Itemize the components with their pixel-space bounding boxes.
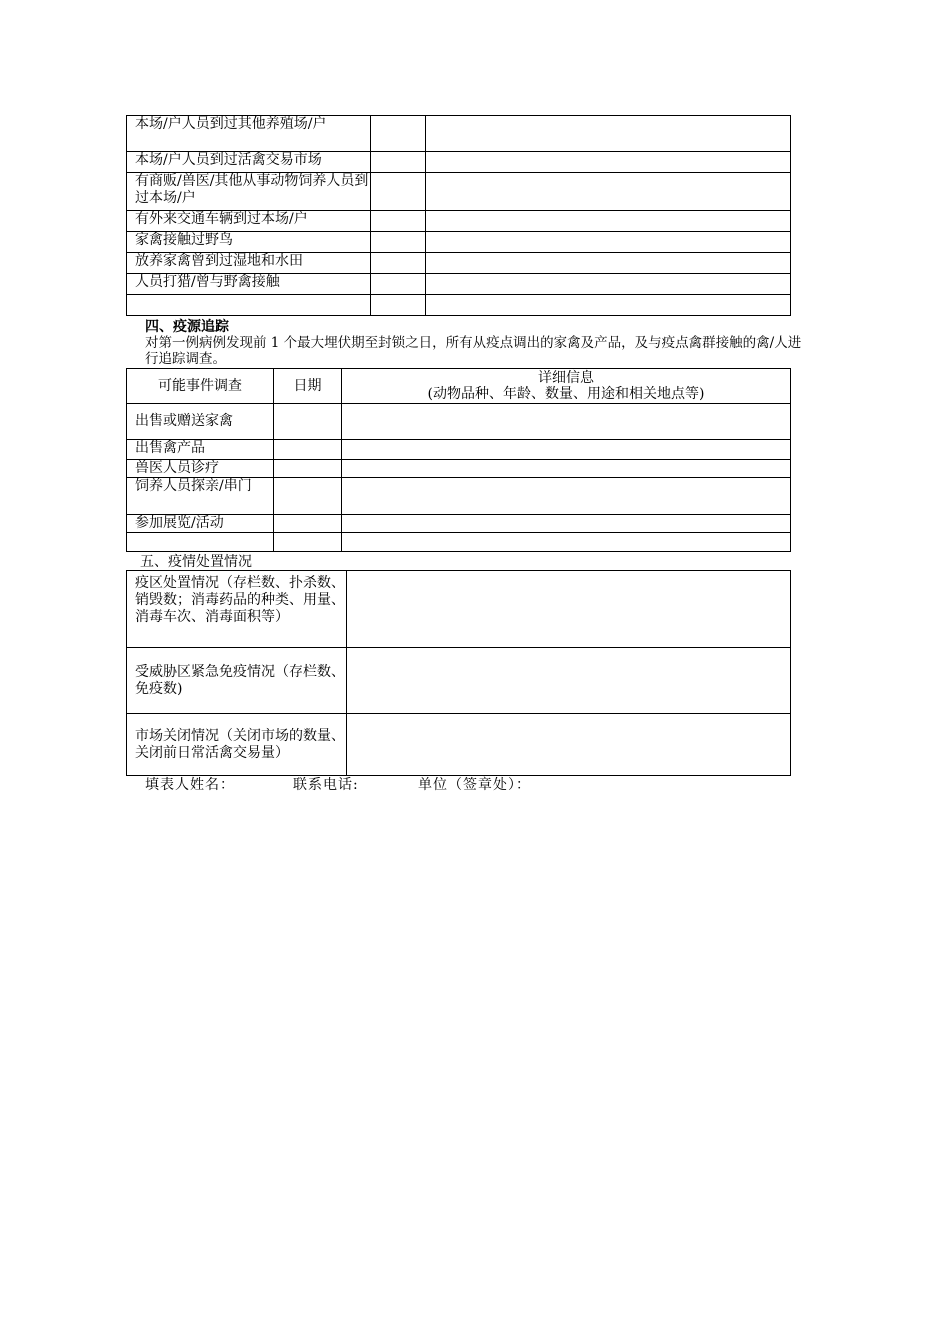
detail-cell[interactable] <box>342 440 791 460</box>
row-detail-cell[interactable] <box>426 173 791 211</box>
table-row <box>127 295 791 316</box>
date-cell[interactable] <box>274 515 342 533</box>
phone-label: 联系电话: <box>293 777 359 793</box>
row-label: 有商贩/兽医/其他从事动物饲养人员到过本场/户 <box>127 173 371 211</box>
date-cell[interactable] <box>274 440 342 460</box>
source-tracing-table <box>126 368 791 552</box>
event-label: 出售或赠送家禽 <box>127 404 274 440</box>
handling-label: 市场关闭情况（关闭市场的数量、关闭前日常活禽交易量） <box>127 714 347 776</box>
header-event: 可能事件调查 <box>127 369 274 404</box>
filler-name-label: 填表人姓名： <box>145 777 235 793</box>
event-label: 兽医人员诊疗 <box>127 460 274 478</box>
row-value-cell[interactable] <box>371 211 426 232</box>
table-row <box>127 253 791 274</box>
table-row <box>127 533 791 552</box>
handling-value-cell[interactable] <box>347 648 791 714</box>
section5-title: 五、疫情处置情况 <box>140 554 252 570</box>
row-value-cell[interactable] <box>371 232 426 253</box>
section4-description: 对第一例病例发现前 1 个最大埋伏期至封锁之日，所有从疫点调出的家禽及产品，及与疫点禽群接触的禽/人进行追踪调查。 <box>145 335 802 367</box>
handling-label: 受威胁区紧急免疫情况（存栏数、免疫数) <box>127 648 347 714</box>
table-row <box>127 478 791 515</box>
table-row <box>127 232 791 253</box>
row-value-cell[interactable] <box>371 295 426 316</box>
detail-cell[interactable] <box>342 460 791 478</box>
table-row <box>127 152 791 173</box>
event-label[interactable] <box>127 533 274 552</box>
date-cell[interactable] <box>274 533 342 552</box>
row-detail-cell[interactable] <box>426 274 791 295</box>
header-detail-line1: 详细信息 <box>538 370 594 386</box>
row-value-cell[interactable] <box>371 152 426 173</box>
table-row <box>127 440 791 460</box>
handling-value-cell[interactable] <box>347 571 791 648</box>
detail-cell[interactable] <box>342 404 791 440</box>
table-row <box>127 515 791 533</box>
unit-label: 单位（签章处）： <box>418 777 531 793</box>
date-cell[interactable] <box>274 404 342 440</box>
row-value-cell[interactable] <box>371 173 426 211</box>
row-label[interactable] <box>127 295 371 316</box>
event-label: 参加展览/活动 <box>127 515 274 533</box>
table-row <box>127 714 791 776</box>
event-label: 饲养人员探亲/串门 <box>127 478 274 515</box>
table-row <box>127 460 791 478</box>
table-row <box>127 648 791 714</box>
row-value-cell[interactable] <box>371 274 426 295</box>
handling-value-cell[interactable] <box>347 714 791 776</box>
row-label: 放养家禽曾到过湿地和水田 <box>127 253 371 274</box>
row-detail-cell[interactable] <box>426 232 791 253</box>
row-detail-cell[interactable] <box>426 253 791 274</box>
table-row <box>127 211 791 232</box>
detail-cell[interactable] <box>342 515 791 533</box>
table-row <box>127 404 791 440</box>
table-row <box>127 116 791 152</box>
handling-label: 疫区处置情况（存栏数、扑杀数、销毁数；消毒药品的种类、用量、消毒车次、消毒面积等） <box>127 571 347 648</box>
outbreak-handling-table <box>126 570 791 776</box>
row-label: 有外来交通车辆到过本场/户 <box>127 211 371 232</box>
date-cell[interactable] <box>274 460 342 478</box>
row-detail-cell[interactable] <box>426 116 791 152</box>
table-header-row <box>127 369 791 404</box>
row-value-cell[interactable] <box>371 116 426 152</box>
table-row <box>127 274 791 295</box>
row-label: 家禽接触过野鸟 <box>127 232 371 253</box>
row-label: 人员打猎/曾与野禽接触 <box>127 274 371 295</box>
row-label: 本场/户人员到过其他养殖场/户 <box>127 116 371 152</box>
header-date: 日期 <box>274 369 342 404</box>
header-detail-line2: (动物品种、年龄、数量、用途和相关地点等) <box>427 386 705 402</box>
row-value-cell[interactable] <box>371 253 426 274</box>
event-label: 出售禽产品 <box>127 440 274 460</box>
detail-cell[interactable] <box>342 533 791 552</box>
table-row <box>127 571 791 648</box>
row-label: 本场/户人员到过活禽交易市场 <box>127 152 371 173</box>
contact-history-table <box>126 115 791 316</box>
row-detail-cell[interactable] <box>426 152 791 173</box>
table-row <box>127 173 791 211</box>
date-cell[interactable] <box>274 478 342 515</box>
row-detail-cell[interactable] <box>426 295 791 316</box>
section4-title: 四、疫源追踪 <box>145 319 229 335</box>
header-detail <box>342 369 791 404</box>
detail-cell[interactable] <box>342 478 791 515</box>
row-detail-cell[interactable] <box>426 211 791 232</box>
